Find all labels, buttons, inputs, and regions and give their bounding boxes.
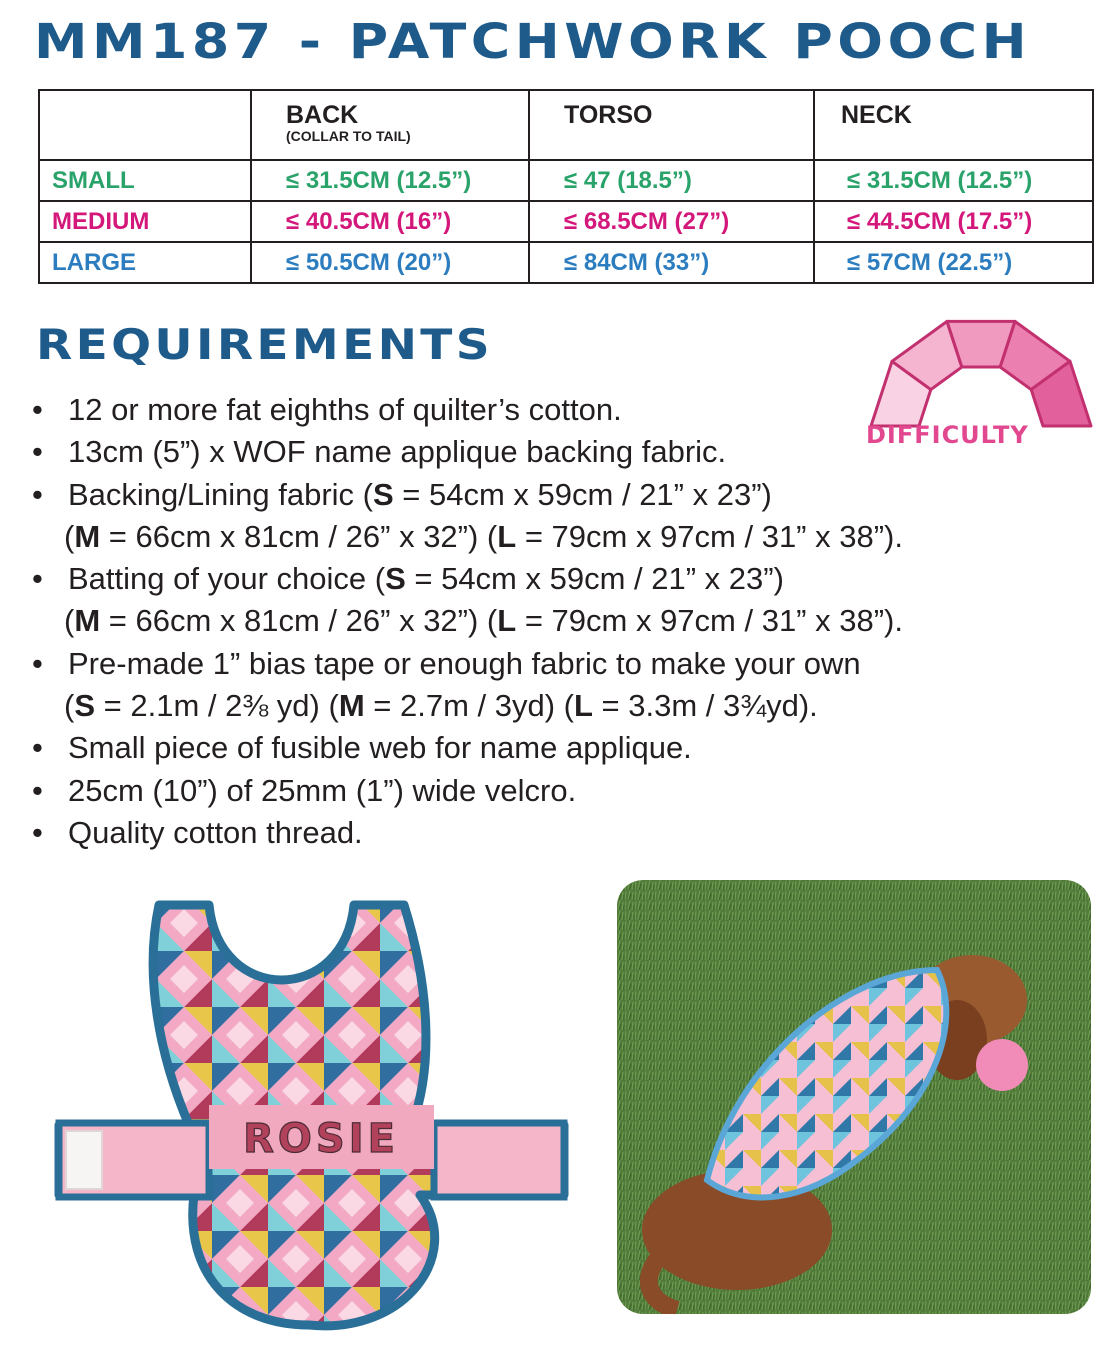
requirement-text: Small piece of fusible web for name applique.	[68, 730, 692, 766]
text-run: = 66cm x 81cm / 26” x 32”) (	[100, 603, 498, 639]
neck-value: ≤ 57CM (22.5”)	[814, 242, 1093, 283]
requirement-item	[30, 770, 1100, 812]
text-run: (	[64, 518, 75, 554]
text-run: = 54cm x 59cm / 21” x 23”)	[405, 561, 784, 597]
torso-value: ≤ 47 (18.5”)	[529, 160, 814, 201]
size-code: S	[385, 561, 406, 597]
back-header-label: BACK	[286, 101, 359, 129]
bullet-icon: •	[32, 434, 43, 470]
back-header-sub: (COLLAR TO TAIL)	[286, 128, 411, 144]
size-code: L	[497, 518, 517, 554]
requirement-item	[30, 474, 1100, 559]
velcro-strap-right	[434, 1123, 564, 1197]
bullet-icon: •	[32, 561, 43, 597]
requirement-line	[64, 685, 1100, 727]
bullet-icon: •	[32, 730, 43, 766]
size-code: L	[573, 688, 593, 724]
requirement-line	[68, 561, 784, 596]
size-code: M	[74, 518, 101, 554]
page-title: MM187 - PATCHWORK POOCH	[34, 14, 1032, 70]
requirement-text: Quality cotton thread.	[68, 814, 363, 850]
text-run: = 3.3m / 3¾yd).	[592, 688, 818, 724]
size-chart-table	[38, 89, 1094, 284]
requirement-line	[64, 600, 1100, 642]
requirement-item	[30, 431, 1100, 473]
neck-header: NECK	[814, 90, 1093, 160]
back-header	[251, 90, 529, 160]
size-code: S	[373, 476, 394, 512]
toy-ball	[976, 1039, 1028, 1091]
text-run: = 79cm x 97cm / 31” x 38”).	[516, 603, 903, 639]
bullet-icon: •	[32, 814, 43, 850]
requirement-text: 25cm (10”) of 25mm (1”) wide velcro.	[68, 772, 577, 808]
size-row-medium	[39, 201, 1093, 242]
text-run: = 79cm x 97cm / 31” x 38”).	[516, 518, 903, 554]
torso-header: TORSO	[529, 90, 814, 160]
requirement-item	[30, 727, 1100, 769]
bullet-icon: •	[32, 772, 43, 808]
size-code: L	[497, 603, 517, 639]
back-value: ≤ 31.5CM (12.5”)	[251, 160, 529, 201]
requirement-line	[68, 477, 772, 512]
requirement-line: Pre-made 1” bias tape or enough fabric to make your own	[68, 645, 861, 681]
torso-value: ≤ 84CM (33”)	[529, 242, 814, 283]
requirement-line	[64, 516, 1100, 558]
velcro-tab-left	[66, 1131, 102, 1189]
text-run: Batting of your choice (	[68, 561, 386, 597]
requirements-heading: REQUIREMENTS	[36, 320, 494, 369]
text-run: = 2.1m / 2⅜ yd) (	[95, 688, 339, 724]
size-row-large	[39, 242, 1093, 283]
requirement-text: 12 or more fat eighths of quilter’s cotton.	[68, 392, 622, 427]
size-code: M	[74, 603, 101, 639]
bullet-icon: •	[32, 645, 43, 681]
requirement-item	[30, 389, 1100, 431]
back-value: ≤ 50.5CM (20”)	[251, 242, 529, 283]
size-label: SMALL	[39, 160, 251, 201]
text-run: = 54cm x 59cm / 21” x 23”)	[393, 476, 772, 512]
requirement-text: 13cm (5”) x WOF name applique backing fabric.	[68, 434, 727, 470]
text-run: (	[64, 603, 75, 639]
size-code: S	[74, 688, 96, 724]
bullet-icon: •	[32, 476, 43, 512]
name-applique-text: ROSIE	[243, 1116, 399, 1162]
quilted-vest-image	[44, 895, 594, 1335]
back-value: ≤ 40.5CM (16”)	[251, 201, 529, 242]
size-row-small	[39, 160, 1093, 201]
dog-photo	[617, 880, 1091, 1314]
text-run: Backing/Lining fabric (	[68, 476, 373, 512]
size-label: MEDIUM	[39, 201, 251, 242]
bullet-icon: •	[32, 392, 43, 427]
requirement-item	[30, 643, 1100, 728]
torso-value: ≤ 68.5CM (27”)	[529, 201, 814, 242]
requirements-list	[30, 389, 1100, 854]
text-run: = 66cm x 81cm / 26” x 32”) (	[100, 518, 498, 554]
size-chart-header-row	[39, 90, 1093, 160]
size-code: M	[338, 688, 365, 724]
size-header-cell	[39, 90, 251, 160]
text-run: (	[64, 688, 75, 724]
neck-value: ≤ 31.5CM (12.5”)	[814, 160, 1093, 201]
difficulty-label: DIFFICULTY	[866, 421, 1029, 449]
requirement-item	[30, 812, 1100, 854]
neck-value: ≤ 44.5CM (17.5”)	[814, 201, 1093, 242]
requirement-item	[30, 558, 1100, 643]
text-run: = 2.7m / 3yd) (	[364, 688, 574, 724]
size-label: LARGE	[39, 242, 251, 283]
